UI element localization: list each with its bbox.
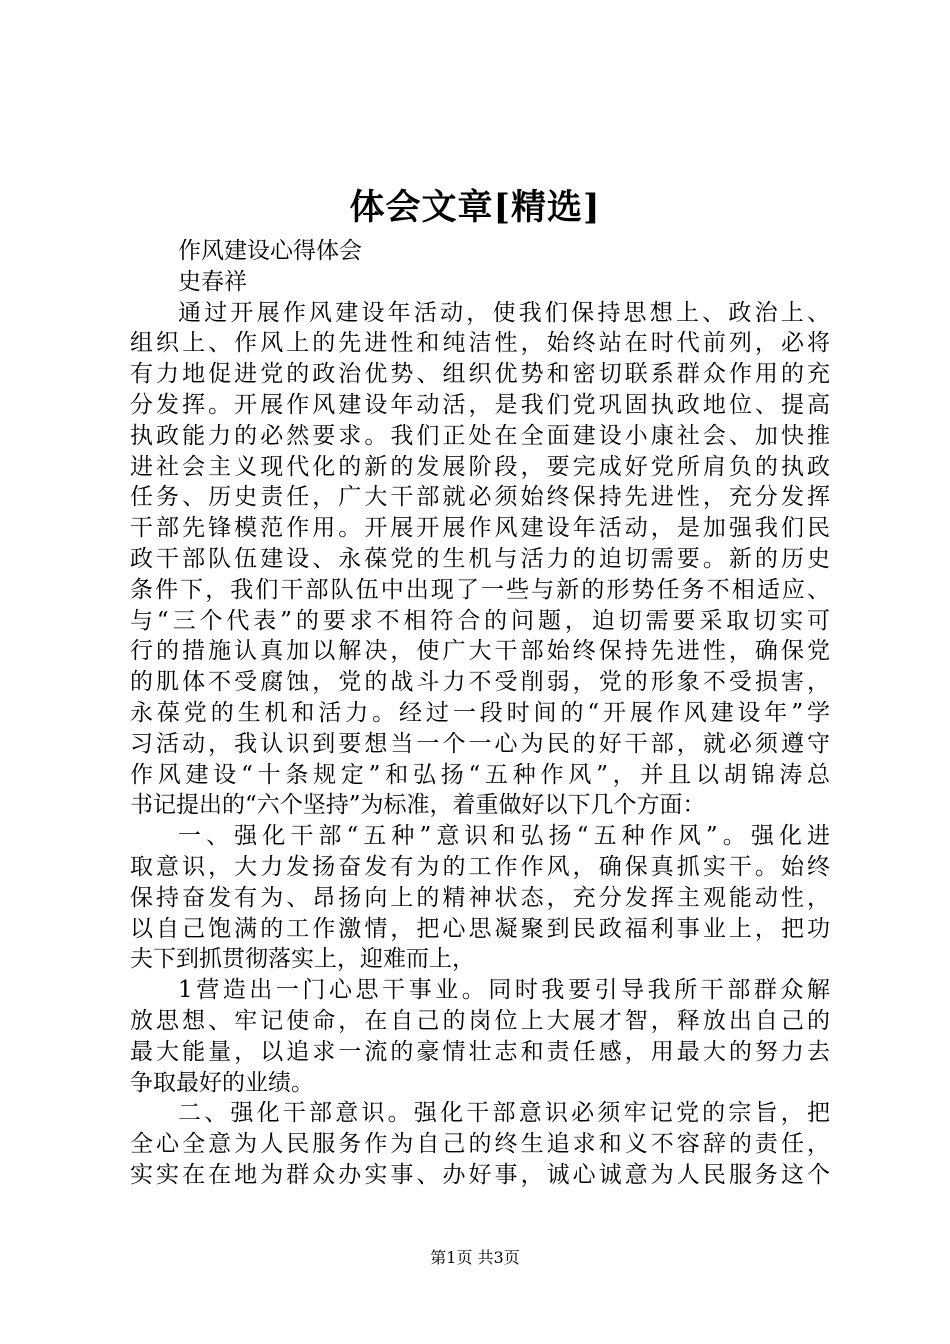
- body-line: 行的措施认真加以解决，使广大干部始终保持先进性，确保党: [130, 638, 830, 665]
- body-line: 二、强化干部意识。强化干部意识必须牢记党的宗旨，把: [178, 1100, 830, 1127]
- body-line: 的肌体不受腐蚀，党的战斗力不受削弱，党的形象不受损害，: [130, 669, 830, 696]
- body-line: 与“三个代表”的要求不相符合的问题，迫切需要采取切实可: [130, 607, 830, 634]
- document-body: [130, 236, 830, 1191]
- page-footer: 第1页 共3页: [430, 1248, 520, 1267]
- body-line: 以自己饱满的工作激情，把心思凝聚到民政福利事业上，把功: [130, 915, 830, 942]
- body-line: 史春祥: [178, 268, 247, 295]
- body-line: 条件下，我们干部队伍中出现了一些与新的形势任务不相适应、: [130, 576, 830, 603]
- body-line: 取意识，大力发扬奋发有为的工作作风，确保真抓实干。始终: [130, 853, 830, 880]
- document-title: 体会文章[精选]: [349, 187, 601, 228]
- body-line: 组织上、作风上的先进性和纯洁性，始终站在时代前列，必将: [130, 330, 830, 357]
- body-line: 全心全意为人民服务作为自己的终生追求和义不容辞的责任，: [130, 1131, 830, 1158]
- body-line: 1营造出一门心思干事业。同时我要引导我所干部群众解: [178, 977, 830, 1004]
- body-line: 夫下到抓贯彻落实上，迎难而上，: [130, 946, 475, 973]
- body-line: 实实在在地为群众办实事、办好事，诚心诚意为人民服务这个: [130, 1161, 830, 1188]
- body-line: 最大能量，以追求一流的豪情壮志和责任感，用最大的努力去: [130, 1038, 830, 1065]
- body-line: 保持奋发有为、昂扬向上的精神状态，充分发挥主观能动性，: [130, 884, 830, 911]
- body-line: 习活动，我认识到要想当一个一心为民的好干部，就必须遵守: [130, 730, 830, 757]
- body-line: 作风建设“十条规定”和弘扬“五种作风”，并且以胡锦涛总: [130, 761, 830, 788]
- body-line: 永葆党的生机和活力。经过一段时间的“开展作风建设年”学: [130, 699, 830, 726]
- body-line: 一、强化干部“五种”意识和弘扬“五种作风”。强化进: [178, 823, 830, 850]
- body-line: 有力地促进党的政治优势、组织优势和密切联系群众作用的充: [130, 361, 830, 388]
- body-line: 任务、历史责任，广大干部就必须始终保持先进性，充分发挥: [130, 484, 830, 511]
- body-line: 干部先锋模范作用。开展开展作风建设年活动，是加强我们民: [130, 515, 830, 542]
- body-line: 进社会主义现代化的新的发展阶段，要完成好党所肩负的执政: [130, 453, 830, 480]
- body-line: 放思想、牢记使命，在自己的岗位上大展才智，释放出自己的: [130, 1007, 830, 1034]
- body-line: 分发挥。开展作风建设年动活，是我们党巩固执政地位、提高: [130, 391, 830, 418]
- body-line: 书记提出的“六个坚持”为标准，着重做好以下几个方面：: [130, 792, 706, 819]
- body-line: 政干部队伍建设、永葆党的生机与活力的迫切需要。新的历史: [130, 545, 830, 572]
- body-line: 通过开展作风建设年活动，使我们保持思想上、政治上、: [178, 299, 830, 326]
- body-line: 作风建设心得体会: [178, 238, 362, 264]
- body-line: 执政能力的必然要求。我们正处在全面建设小康社会、加快推: [130, 422, 830, 449]
- body-line: 争取最好的业绩。: [130, 1069, 314, 1096]
